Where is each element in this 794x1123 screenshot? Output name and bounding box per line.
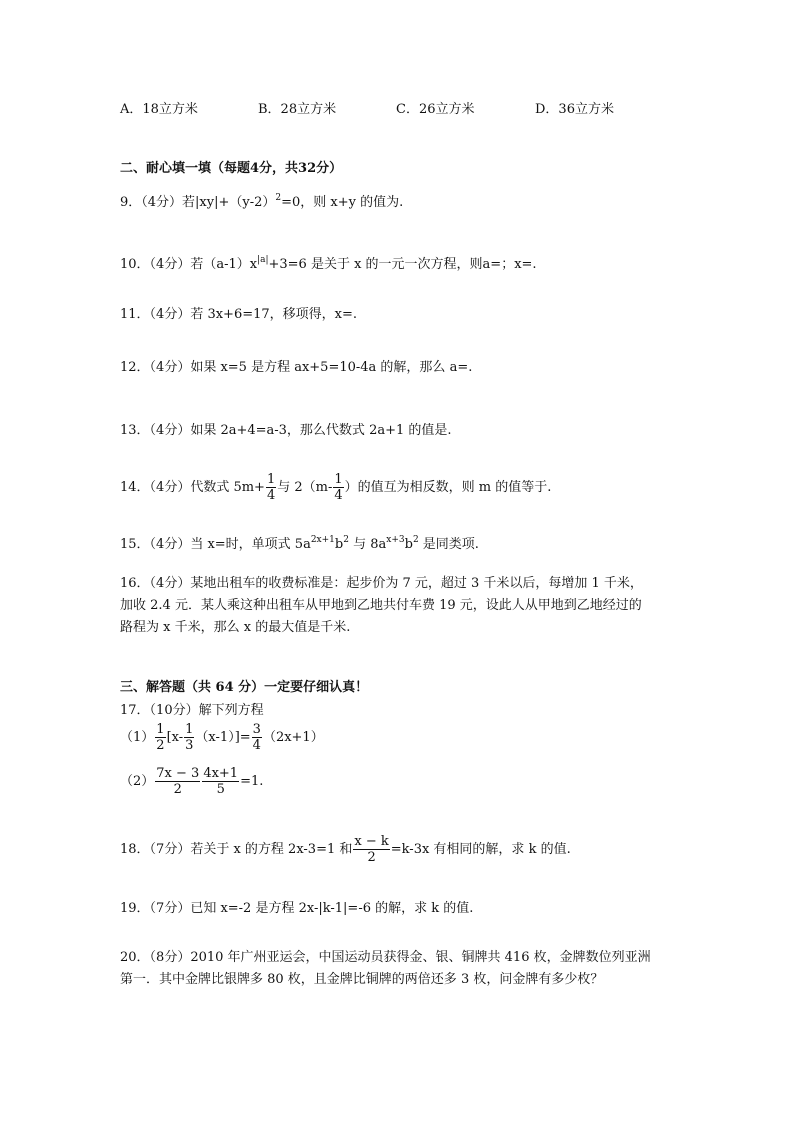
q10-text-b: +3=6 是关于 x 的一元一次方程，则a=；x=.	[268, 257, 537, 272]
q17-p2-label: （2）	[120, 774, 155, 789]
option-b: B．28立方米	[258, 102, 337, 117]
q17-p1-fraction-1	[155, 722, 165, 753]
question-16-line-2: 加收 2.4 元．某人乘这种出租车从甲地到乙地共付车费 19 元，设此人从甲地到乙地经过的	[120, 598, 642, 613]
q17-p1-f2-numerator: 1	[185, 722, 194, 737]
q17-p1-text-b: [x-	[166, 730, 184, 745]
section-3-title: 三、解答题（共 64 分）一定要仔细认真！	[120, 680, 369, 695]
question-14	[120, 472, 551, 503]
q17-p1-f3-numerator: 3	[252, 722, 261, 737]
q10-exponent: |a|	[257, 255, 269, 265]
question-19: 19．（7分）已知 x=-2 是方程 2x-|k-1|=-6 的解，求 k 的值.	[120, 901, 474, 916]
question-16-line-1: 16．（4分）某地出租车的收费标准是：起步价为 7 元，超过 3 千米以后，每增加 1 千米，	[120, 576, 643, 591]
question-20-line-2: 第一．其中金牌比银牌多 80 枚，且金牌比铜牌的两倍还多 3 枚，问金牌有多少枚？	[120, 972, 604, 987]
q15-text-e: 是同类项.	[418, 537, 479, 552]
q14-fraction-1	[266, 472, 276, 503]
q15-exp-2: 2	[343, 535, 349, 545]
option-c: C．26立方米	[396, 102, 475, 117]
q17-p2-text-b: =1.	[240, 774, 264, 789]
q17-p2-f1-denominator: 2	[173, 782, 182, 797]
q10-text-a: 10．（4分）若（a-1）x	[120, 257, 258, 272]
q17-p1-f2-denominator: 3	[185, 738, 194, 753]
q15-text-b: b	[334, 537, 344, 552]
question-17-part-2	[120, 766, 263, 797]
q14-text-c: ）的值互为相反数，则 m 的值等于.	[344, 480, 552, 495]
q17-p2-f1-numerator: 7x − 3	[156, 766, 200, 781]
q15-exp-4: 2	[412, 535, 419, 545]
question-20-line-1: 20．（8分）2010 年广州亚运会，中国运动员获得金、银、铜牌共 416 枚，金牌数位列亚洲	[120, 950, 651, 965]
q14-f1-numerator: 1	[266, 472, 276, 487]
option-a: A．18立方米	[120, 102, 198, 117]
q18-numerator: x − k	[354, 834, 389, 849]
question-17-part-1	[120, 722, 324, 753]
q17-p1-f3-denominator: 4	[252, 738, 261, 753]
question-13: 13．（4分）如果 2a+4=a-3，那么代数式 2a+1 的值是.	[120, 423, 452, 438]
question-12: 12．（4分）如果 x=5 是方程 ax+5=10-4a 的解，那么 a=.	[120, 360, 473, 375]
q17-p1-label: （1）	[120, 730, 155, 745]
q15-text-c: 与 8a	[348, 537, 387, 552]
q17-p1-fraction-3	[252, 722, 262, 753]
q9-exponent: 2	[275, 193, 282, 203]
question-16-line-3: 路程为 x 千米，那么 x 的最大值是千米.	[120, 620, 351, 635]
question-18	[120, 834, 571, 865]
q15-exp-3: x+3	[386, 535, 405, 545]
q14-text-a: 14．（4分）代数式 5m+	[120, 480, 265, 495]
q17-p1-fraction-2	[184, 722, 194, 753]
q18-fraction	[353, 834, 389, 865]
q15-exp-1: 2x+1	[310, 535, 335, 545]
question-9	[120, 194, 403, 212]
question-11: 11．（4分）若 3x+6=17，移项得，x=.	[120, 307, 358, 322]
q15-text-a: 15．（4分）当 x=时，单项式 5a	[120, 537, 311, 552]
q9-text-a: 9．（4分）若|xy|+（y-2）	[120, 195, 276, 210]
question-15	[120, 536, 479, 554]
option-d: D．36立方米	[535, 102, 614, 117]
q14-f2-denominator: 4	[334, 488, 343, 503]
q14-fraction-2	[333, 472, 343, 503]
q17-p1-f1-denominator: 2	[156, 738, 165, 753]
q17-p2-fraction-2	[202, 766, 239, 797]
q18-denominator: 2	[367, 850, 376, 865]
q14-f2-numerator: 1	[334, 472, 343, 487]
q17-p1-text-d: （2x+1）	[262, 730, 324, 745]
q18-text-a: 18．（7分）若关于 x 的方程 2x-3=1 和	[120, 842, 353, 857]
question-17-title: 17．（10分）解下列方程	[120, 703, 264, 718]
q14-f1-denominator: 4	[266, 488, 276, 503]
q17-p1-f1-numerator: 1	[156, 722, 165, 737]
question-10	[120, 256, 537, 274]
q17-p1-text-c: （x-1）]=	[195, 730, 251, 745]
section-2-title: 二、耐心填一填（每题4分，共32分）	[120, 161, 343, 176]
q18-text-b: =k-3x 有相同的解，求 k 的值.	[390, 842, 571, 857]
q15-text-d: b	[404, 537, 413, 552]
q17-p2-fraction-1	[155, 766, 200, 797]
q9-text-b: =0，则 x+y 的值为.	[281, 195, 404, 210]
q17-p2-f2-denominator: 5	[216, 782, 225, 797]
q17-p2-f2-numerator: 4x+1	[203, 766, 239, 781]
q14-text-b: 与 2（m-	[277, 480, 333, 495]
